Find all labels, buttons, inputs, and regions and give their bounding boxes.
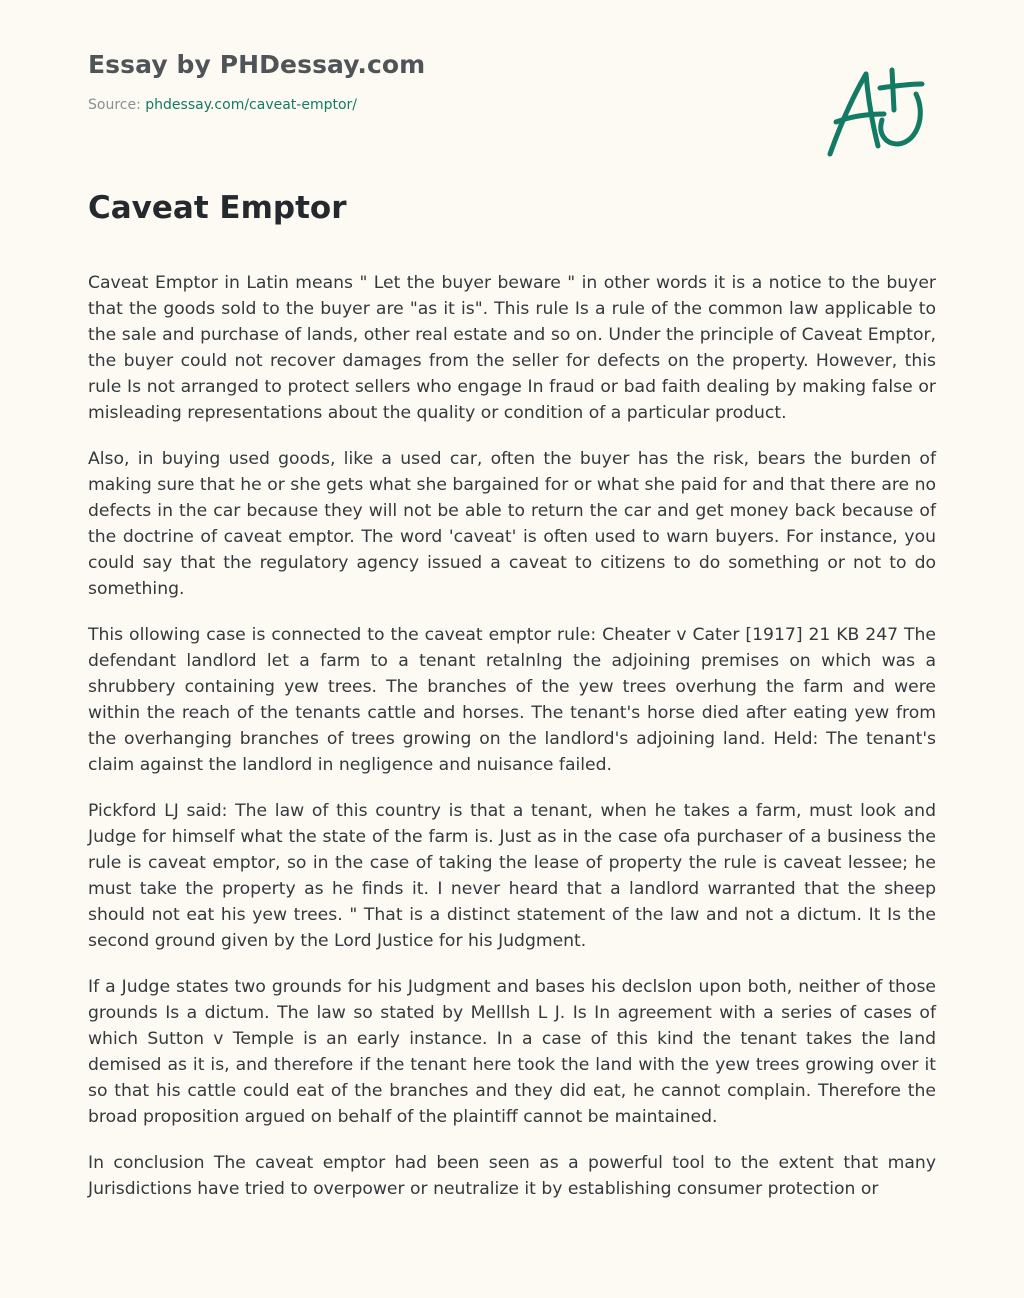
paragraph: This ollowing case is connected to the caveat emptor rule: Cheater v Cater [1917] 21 KB 247 The defendant landlord let a farm to a tenant retalnlng the adjoining premises on which was a shrubbery containing yew trees. The branches of the yew trees overhung the farm and were within the reach of the tenants cattle and horses. The tenant's horse died after eating yew from the overhanging branches of trees growing on the landlord's adjoining land. Held: The tenant's claim against the landlord in negligence and nuisance failed.	[88, 625, 936, 775]
page-header	[88, 50, 788, 113]
essay-body	[88, 270, 936, 1222]
paragraph: If a Judge states two grounds for his Judgment and bases his declslon upon both, neither of those grounds Is a dictum. The law so stated by Melllsh L J. Is In agreement with a series of cases of which Sutton v Temple is an early instance. In a case of this kind the tenant takes the land demised as it is, and therefore if the tenant here took the land with the yew trees growing over it so that his cattle could eat of the branches and they did eat, he cannot complain. Therefore the broad proposition argued on behalf of the plaintiff cannot be maintained.	[88, 977, 936, 1127]
essay-title: Caveat Emptor	[88, 190, 347, 226]
source-label: Source:	[88, 97, 141, 113]
source-line	[88, 97, 788, 113]
paragraph: Also, in buying used goods, like a used car, often the buyer has the risk, bears the burden of making sure that he or she gets what she bargained for or what she paid for and that there are no defects in the car because they will not be able to return the car and get money back because of the doctrine of caveat emptor. The word 'caveat' is often used to warn buyers. For instance, you could say that the regulatory agency issued a caveat to citizens to do something or not to do something.	[88, 449, 936, 599]
paragraph: In conclusion The caveat emptor had been seen as a powerful tool to the extent that many Jurisdictions have tried to overpower or neutralize it by establishing consumer protection or	[88, 1153, 936, 1199]
site-brand[interactable]: Essay by PHDessay.com	[88, 50, 426, 79]
paragraph: Pickford LJ said: The law of this country is that a tenant, when he takes a farm, must look and Judge for himself what the state of the farm is. Just as in the case ofa purchaser of a business the rule is caveat emptor, so in the case of taking the lease of property the rule is caveat lessee; he must take the property as he finds it. I never heard that a landlord warranted that the sheep should not eat his yew trees. " That is a distinct statement of the law and not a dictum. It Is the second ground given by the Lord Justice for his Judgment.	[88, 801, 936, 951]
source-link[interactable]: phdessay.com/caveat-emptor/	[145, 97, 358, 113]
paragraph: Caveat Emptor in Latin means " Let the buyer beware " in other words it is a notice to the buyer that the goods sold to the buyer are "as it is". This rule Is a rule of the common law applicable to the sale and purchase of lands, other real estate and so on. Under the principle of Caveat Emptor, the buyer could not recover damages from the seller for defects on the property. However, this rule Is not arranged to protect sellers who engage In fraud or bad faith dealing by making false or misleading representations about the quality or condition of a particular product.	[88, 273, 936, 423]
a-plus-logo-icon	[822, 64, 930, 160]
